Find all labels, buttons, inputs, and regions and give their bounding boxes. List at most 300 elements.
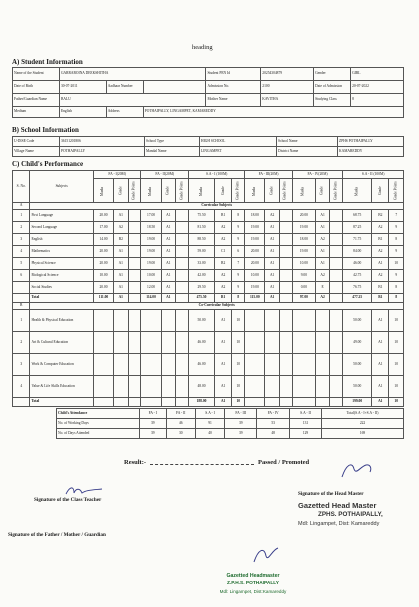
total-sa1g: A1 bbox=[215, 398, 232, 407]
fa1-grade-points-header: Grade Points bbox=[128, 179, 141, 203]
cell-sa1: 48.00 bbox=[189, 376, 215, 398]
cell-empty bbox=[245, 354, 265, 376]
gender-label: Gender bbox=[314, 68, 351, 81]
cell-sa1gp: 8 bbox=[232, 210, 245, 222]
subject-name: Social Studies bbox=[30, 282, 93, 294]
cell-empty bbox=[279, 210, 292, 222]
cell-empty bbox=[245, 376, 265, 398]
performance-table bbox=[12, 170, 404, 407]
total-empty bbox=[279, 294, 292, 303]
sa1-header: S.A - I (100M) bbox=[189, 171, 245, 179]
subject-name: Mathematics bbox=[30, 246, 93, 258]
subject-name: Health & Physical Education bbox=[30, 310, 93, 332]
subject-name: Value & Life Skills Education bbox=[30, 376, 93, 398]
section-a-label: A bbox=[13, 203, 30, 210]
cell-empty bbox=[279, 282, 292, 294]
cell-empty bbox=[93, 332, 113, 354]
cell-fa2g: A1 bbox=[161, 282, 175, 294]
attendance-value: 48 bbox=[257, 429, 290, 439]
village-value: POTHAIPALLY bbox=[60, 147, 145, 157]
admission-no-label: Admission No. bbox=[206, 81, 261, 94]
cell-empty bbox=[279, 376, 292, 398]
cell-sa1g: B2 bbox=[215, 258, 232, 270]
cell-empty bbox=[176, 282, 189, 294]
cell-sa1g: A1 bbox=[215, 310, 232, 332]
cell-sa1g: A1 bbox=[215, 354, 232, 376]
student-name: GARRABOINA DEEKSHITHA bbox=[59, 68, 206, 81]
attendance-col-header: FA - I bbox=[140, 409, 167, 419]
green-stamp-line1: Gazetted Headmaster bbox=[226, 573, 280, 579]
address-value: POTHAIPALLY, LINGAMPET, KAMAREDDY bbox=[143, 107, 403, 118]
table-row bbox=[13, 332, 404, 354]
cell-sa2: 49.00 bbox=[343, 332, 372, 354]
medium-label: Medium bbox=[13, 107, 60, 118]
total-empty bbox=[13, 294, 30, 303]
school-info-title: B) School Information bbox=[12, 126, 79, 134]
cell-fa4g: A2 bbox=[315, 234, 329, 246]
fa2-grade-points-header: Grade Points bbox=[176, 179, 189, 203]
cell-empty bbox=[114, 310, 128, 332]
cell-empty bbox=[161, 332, 175, 354]
cell-fa3: 19.00 bbox=[245, 222, 265, 234]
attendance-row bbox=[57, 419, 404, 429]
attendance-col-header: S.A - II bbox=[289, 409, 321, 419]
cell-sa1gp: 6 bbox=[232, 246, 245, 258]
row-number: 6 bbox=[13, 270, 30, 282]
subjects-header: Subjects bbox=[30, 171, 93, 203]
cell-fa1g: A1 bbox=[114, 282, 128, 294]
fa4-grade-points-header: Grade Points bbox=[330, 179, 343, 203]
cell-sa2g: A1 bbox=[372, 258, 389, 270]
cell-sa2gp: 9 bbox=[389, 222, 404, 234]
school-name: ZPHS POTHAIPALLY bbox=[338, 137, 404, 147]
cell-empty bbox=[330, 246, 343, 258]
total-empty bbox=[128, 294, 141, 303]
cell-empty bbox=[279, 222, 292, 234]
cell-empty bbox=[176, 222, 189, 234]
result-label: Result:- bbox=[124, 459, 147, 466]
cell-fa4: 19.00 bbox=[292, 246, 315, 258]
cell-sa2gp: 10 bbox=[389, 332, 404, 354]
cell-sa2: 46.00 bbox=[343, 258, 372, 270]
cell-sa1: 46.00 bbox=[189, 354, 215, 376]
cell-fa2g: A1 bbox=[161, 234, 175, 246]
fa4-marks-header: Marks bbox=[292, 179, 315, 203]
cell-fa2g: A1 bbox=[161, 210, 175, 222]
cell-empty bbox=[128, 210, 141, 222]
cell-sa2g: B2 bbox=[372, 210, 389, 222]
sa1-grade-points-header: Grade Points bbox=[232, 179, 245, 203]
cell-empty bbox=[330, 332, 343, 354]
cell-fa1: 10.00 bbox=[93, 270, 113, 282]
table-row bbox=[13, 376, 404, 398]
total-sa2g: B1 bbox=[372, 294, 389, 303]
head-master-signature bbox=[336, 459, 376, 481]
class-value: 8 bbox=[351, 94, 404, 107]
cell-empty bbox=[279, 258, 292, 270]
row-number bbox=[13, 282, 30, 294]
student-info-title: A) Student Information bbox=[12, 58, 83, 66]
cell-empty bbox=[141, 310, 161, 332]
cell-sa1: 46.00 bbox=[189, 332, 215, 354]
subject-name: Second Language bbox=[30, 222, 93, 234]
cell-empty bbox=[330, 310, 343, 332]
total-empty bbox=[161, 398, 175, 407]
attendance-title: Child's Attendance bbox=[57, 409, 140, 419]
curricular-title: Curricular Subjects bbox=[30, 203, 404, 210]
mandal-value: LINGAMPET bbox=[200, 147, 277, 157]
fa1-grade-header: Grade bbox=[114, 179, 128, 203]
cell-sa2g: A2 bbox=[372, 270, 389, 282]
fa1-marks-header: Marks bbox=[93, 179, 113, 203]
row-number: 3 bbox=[13, 354, 30, 376]
cell-sa1g: A2 bbox=[215, 270, 232, 282]
sa1-marks-header: Marks bbox=[189, 179, 215, 203]
table-row bbox=[13, 270, 404, 282]
aadhaar-label: Aadhaar Number bbox=[106, 81, 143, 94]
mandal-label: Mandal Name bbox=[145, 147, 200, 157]
cell-empty bbox=[330, 376, 343, 398]
cell-sa1: 42.00 bbox=[189, 270, 215, 282]
cell-empty bbox=[330, 234, 343, 246]
cell-empty bbox=[128, 234, 141, 246]
attendance-col-header: FA - III bbox=[225, 409, 257, 419]
mother-label: Mother Name bbox=[206, 94, 261, 107]
cell-empty bbox=[161, 310, 175, 332]
cell-fa4g: A1 bbox=[315, 210, 329, 222]
attendance-value: 129 bbox=[289, 429, 321, 439]
attendance-value: 53 bbox=[257, 419, 290, 429]
cell-empty bbox=[330, 258, 343, 270]
dob-label: Date of Birth bbox=[13, 81, 60, 94]
cell-sa2gp: 9 bbox=[389, 270, 404, 282]
fa2-grade-header: Grade bbox=[161, 179, 175, 203]
cell-empty bbox=[265, 354, 279, 376]
cell-fa3: 19.00 bbox=[245, 234, 265, 246]
cell-empty bbox=[279, 332, 292, 354]
cell-empty bbox=[114, 332, 128, 354]
mother-name: KAVITHA bbox=[261, 94, 314, 107]
cell-sa2: 87.25 bbox=[343, 222, 372, 234]
cell-sa2g: A2 bbox=[372, 222, 389, 234]
cell-empty bbox=[315, 332, 329, 354]
gender-value: GIRL bbox=[351, 68, 404, 81]
cell-empty bbox=[114, 354, 128, 376]
green-stamp-signature bbox=[250, 542, 282, 568]
total-fa4g: A2 bbox=[315, 294, 329, 303]
cell-empty bbox=[93, 310, 113, 332]
total-empty bbox=[13, 398, 30, 407]
cell-sa1g: A2 bbox=[215, 234, 232, 246]
cell-empty bbox=[292, 376, 315, 398]
cell-sa1g: A1 bbox=[215, 332, 232, 354]
cell-empty bbox=[93, 354, 113, 376]
cell-sa2gp: 10 bbox=[389, 376, 404, 398]
total-sa2gp: 8 bbox=[389, 294, 404, 303]
medium-value: English bbox=[59, 107, 106, 118]
cell-fa1g: B2 bbox=[114, 234, 128, 246]
cell-fa2: 10.00 bbox=[141, 270, 161, 282]
cell-fa4g: A1 bbox=[315, 246, 329, 258]
cell-fa1: 20.00 bbox=[93, 210, 113, 222]
cell-empty bbox=[176, 332, 189, 354]
cell-empty bbox=[128, 332, 141, 354]
cell-empty bbox=[114, 376, 128, 398]
table-row bbox=[13, 222, 404, 234]
table-row bbox=[13, 246, 404, 258]
cell-fa3g: A1 bbox=[265, 258, 279, 270]
total-sa1gp: 8 bbox=[232, 294, 245, 303]
cell-empty bbox=[141, 332, 161, 354]
cell-sa1gp: 9 bbox=[232, 234, 245, 246]
cell-fa1g: A1 bbox=[114, 246, 128, 258]
fa4-grade-header: Grade bbox=[315, 179, 329, 203]
fa2-marks-header: Marks bbox=[141, 179, 161, 203]
table-row bbox=[13, 310, 404, 332]
cell-fa2: 18.50 bbox=[141, 222, 161, 234]
district-value: KAMAREDDY bbox=[338, 147, 404, 157]
cell-sa2gp: 7 bbox=[389, 210, 404, 222]
cell-fa3: 18.00 bbox=[245, 210, 265, 222]
udise-label: U-DISE Code bbox=[13, 137, 60, 147]
row-number: 1 bbox=[13, 210, 30, 222]
total-empty bbox=[279, 398, 292, 407]
cell-fa1: 14.00 bbox=[93, 234, 113, 246]
cell-empty bbox=[176, 210, 189, 222]
cell-sa2g: A1 bbox=[372, 376, 389, 398]
school-type: HIGH SCHOOL bbox=[200, 137, 277, 147]
cell-fa3g: A1 bbox=[265, 234, 279, 246]
cell-sa2: 68.75 bbox=[343, 210, 372, 222]
cell-empty bbox=[292, 354, 315, 376]
attendance-col-header: S.A - I bbox=[195, 409, 224, 419]
total-fa3: 115.00 bbox=[245, 294, 265, 303]
fa3-marks-header: Marks bbox=[245, 179, 265, 203]
cell-fa2g: A1 bbox=[161, 258, 175, 270]
total-empty bbox=[114, 398, 128, 407]
cell-fa1g: A1 bbox=[114, 210, 128, 222]
attendance-table bbox=[56, 408, 404, 439]
cell-sa1g: A2 bbox=[215, 222, 232, 234]
cell-empty bbox=[279, 310, 292, 332]
total-fa2: 114.00 bbox=[141, 294, 161, 303]
cell-fa4: 9.00 bbox=[292, 270, 315, 282]
cell-fa2: 19.00 bbox=[141, 246, 161, 258]
subject-name: Physical Science bbox=[30, 258, 93, 270]
cell-fa1: 17.00 bbox=[93, 222, 113, 234]
attendance-value: 169 bbox=[322, 429, 404, 439]
cell-empty bbox=[161, 354, 175, 376]
result-line bbox=[150, 464, 254, 465]
name-label: Name of the Student bbox=[13, 68, 60, 81]
total-sa2: 477.25 bbox=[343, 294, 372, 303]
cell-fa3: 19.00 bbox=[245, 282, 265, 294]
total-empty bbox=[141, 398, 161, 407]
cell-fa4g: A2 bbox=[315, 270, 329, 282]
cell-empty bbox=[161, 376, 175, 398]
cell-empty bbox=[330, 222, 343, 234]
subject-name: First Language bbox=[30, 210, 93, 222]
total-fa2g: A1 bbox=[161, 294, 175, 303]
cell-fa3: 10.00 bbox=[245, 270, 265, 282]
total-sa2g: A1 bbox=[372, 398, 389, 407]
total-empty bbox=[176, 398, 189, 407]
cell-sa2g: A1 bbox=[372, 332, 389, 354]
village-label: Village Name bbox=[13, 147, 60, 157]
cell-sa2g: B1 bbox=[372, 234, 389, 246]
attendance-value: 39 bbox=[225, 429, 257, 439]
attendance-value: 30 bbox=[166, 429, 195, 439]
fa2-header: FA - II(20M) bbox=[141, 171, 189, 179]
green-stamp-line3: Mdl: Lingampet, Dist:Kamareddy bbox=[219, 589, 287, 594]
cell-sa1gp: 10 bbox=[232, 354, 245, 376]
attendance-value: 91 bbox=[195, 419, 224, 429]
cell-fa4: 19.00 bbox=[292, 222, 315, 234]
cell-empty bbox=[176, 310, 189, 332]
cell-sa1gp: 7 bbox=[232, 258, 245, 270]
cell-sa1: 88.50 bbox=[189, 234, 215, 246]
school-info-table bbox=[12, 136, 404, 157]
fa3-header: FA - III(20M) bbox=[245, 171, 293, 179]
cell-sa1gp: 10 bbox=[232, 332, 245, 354]
cell-fa4g: E bbox=[315, 282, 329, 294]
total-sa1: 475.50 bbox=[189, 294, 215, 303]
performance-title: C) Child's Performance bbox=[12, 160, 84, 168]
cell-fa2g: A1 bbox=[161, 246, 175, 258]
attendance-value: 131 bbox=[289, 419, 321, 429]
cell-fa2g: A1 bbox=[161, 270, 175, 282]
page-heading: heading bbox=[192, 44, 213, 51]
cell-fa1: 20.00 bbox=[93, 258, 113, 270]
cell-fa2: 19.00 bbox=[141, 234, 161, 246]
table-row bbox=[13, 258, 404, 270]
cell-empty bbox=[128, 310, 141, 332]
fa3-grade-header: Grade bbox=[265, 179, 279, 203]
cell-fa3g: A1 bbox=[265, 270, 279, 282]
cell-empty bbox=[128, 222, 141, 234]
cell-sa1: 81.50 bbox=[189, 222, 215, 234]
dob-value: 30-07-2011 bbox=[59, 81, 106, 94]
hm-stamp-line3: Mdl: Lingampet, Dist: Kamareddy bbox=[298, 521, 380, 527]
total-sa1gp: 10 bbox=[232, 398, 245, 407]
school-name-label: School Name bbox=[277, 137, 338, 147]
cell-sa2gp: 10 bbox=[389, 310, 404, 332]
cell-empty bbox=[292, 332, 315, 354]
row-number: 3 bbox=[13, 234, 30, 246]
cell-empty bbox=[279, 246, 292, 258]
attendance-value: 39 bbox=[225, 419, 257, 429]
fa4-header: FA - IV(20M) bbox=[292, 171, 342, 179]
cell-sa2: 84.00 bbox=[343, 246, 372, 258]
cell-empty bbox=[265, 310, 279, 332]
cell-sa2g: A2 bbox=[372, 246, 389, 258]
cell-sa2gp: 8 bbox=[389, 234, 404, 246]
cell-fa4: 20.00 bbox=[292, 210, 315, 222]
total-empty bbox=[93, 398, 113, 407]
cell-fa2: 17.00 bbox=[141, 210, 161, 222]
total-empty bbox=[128, 398, 141, 407]
cell-sa2g: A1 bbox=[372, 354, 389, 376]
cell-empty bbox=[128, 258, 141, 270]
attendance-value: 222 bbox=[322, 419, 404, 429]
sa2-marks-header: Marks bbox=[343, 179, 372, 203]
total-fa4: 97.00 bbox=[292, 294, 315, 303]
attendance-col-header: Total(S.A - I+S.A - II) bbox=[322, 409, 404, 419]
cell-empty bbox=[330, 282, 343, 294]
admission-date-label: Date of Admission bbox=[314, 81, 351, 94]
table-row bbox=[13, 354, 404, 376]
total-empty bbox=[292, 398, 315, 407]
subject-name: Art & Cultural Education bbox=[30, 332, 93, 354]
cell-empty bbox=[128, 354, 141, 376]
cell-sa1gp: 9 bbox=[232, 282, 245, 294]
cell-empty bbox=[128, 282, 141, 294]
total-empty bbox=[330, 294, 343, 303]
cell-sa1gp: 9 bbox=[232, 270, 245, 282]
cell-fa4g: A1 bbox=[315, 258, 329, 270]
cell-empty bbox=[330, 354, 343, 376]
total-empty bbox=[330, 398, 343, 407]
table-row bbox=[13, 282, 404, 294]
row-number: 2 bbox=[13, 222, 30, 234]
parent-signature-label: Signature of the Father / Mother / Guardian bbox=[8, 532, 106, 538]
cell-empty bbox=[279, 234, 292, 246]
attendance-row-label: No. of Working Days bbox=[57, 419, 140, 429]
cell-fa4: 10.00 bbox=[292, 258, 315, 270]
cell-sa2: 42.75 bbox=[343, 270, 372, 282]
cell-fa2g: A1 bbox=[161, 222, 175, 234]
total-sa1: 188.00 bbox=[189, 398, 215, 407]
total-sa1g: B1 bbox=[215, 294, 232, 303]
cell-empty bbox=[128, 376, 141, 398]
cell-sa2: 50.00 bbox=[343, 376, 372, 398]
result-value: Passed / Promoted bbox=[258, 459, 310, 466]
cell-empty bbox=[93, 376, 113, 398]
sa1-grade-header: Grade bbox=[215, 179, 232, 203]
cell-fa3: 20.00 bbox=[245, 258, 265, 270]
cell-empty bbox=[279, 354, 292, 376]
cell-sa1g: C1 bbox=[215, 246, 232, 258]
cell-empty bbox=[315, 354, 329, 376]
row-number: 5 bbox=[13, 258, 30, 270]
sa2-grade-header: Grade bbox=[372, 179, 389, 203]
student-pen: 20254304879 bbox=[261, 68, 314, 81]
cell-empty bbox=[292, 310, 315, 332]
total-empty bbox=[315, 398, 329, 407]
cell-sa1: 33.00 bbox=[189, 258, 215, 270]
row-number: 1 bbox=[13, 310, 30, 332]
total-fa1: 111.00 bbox=[93, 294, 113, 303]
cell-empty bbox=[265, 332, 279, 354]
cell-fa1: 20.00 bbox=[93, 246, 113, 258]
cell-fa4: 0.00 bbox=[292, 282, 315, 294]
cell-fa2: 12.00 bbox=[141, 282, 161, 294]
total-empty bbox=[245, 398, 265, 407]
cell-sa1gp: 10 bbox=[232, 376, 245, 398]
subject-name: Work & Computer Education bbox=[30, 354, 93, 376]
cell-fa2: 19.00 bbox=[141, 258, 161, 270]
cell-fa3: 20.00 bbox=[245, 246, 265, 258]
cell-empty bbox=[279, 270, 292, 282]
cell-empty bbox=[176, 258, 189, 270]
fa3-grade-points-header: Grade Points bbox=[279, 179, 292, 203]
cell-empty bbox=[176, 234, 189, 246]
cell-fa1g: A2 bbox=[114, 222, 128, 234]
cell-sa1: 75.50 bbox=[189, 210, 215, 222]
cell-empty bbox=[176, 270, 189, 282]
cell-sa2: 50.00 bbox=[343, 354, 372, 376]
cell-fa1: 20.00 bbox=[93, 282, 113, 294]
